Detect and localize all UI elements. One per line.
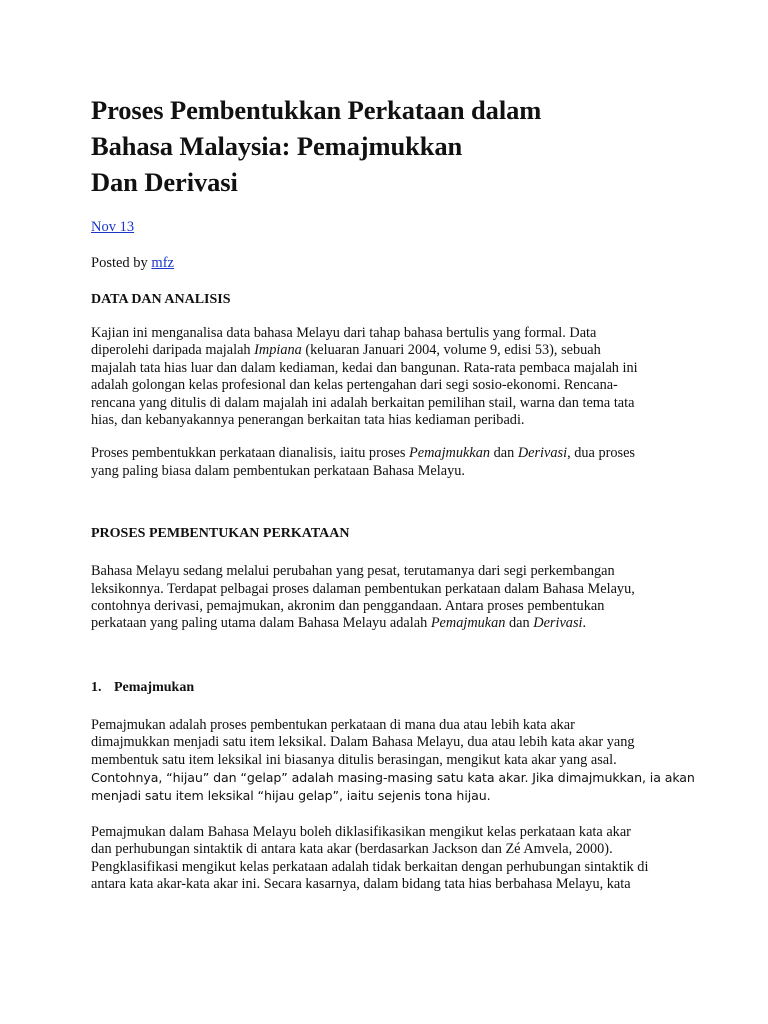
heading-number: 1. [91, 679, 102, 695]
article-title [91, 92, 708, 200]
magazine-name: Impiana [254, 342, 302, 359]
section-heading-data: DATA DAN ANALISIS [91, 292, 231, 307]
posted-by [91, 254, 708, 273]
title-line-3: Dan Derivasi [91, 167, 238, 197]
numbered-heading-pemajmukan [91, 678, 708, 697]
title-line-2: Bahasa Malaysia: Pemajmukkan [91, 131, 463, 161]
post-date [91, 218, 708, 237]
paragraph-data-source: Kajian ini menganalisa data bahasa Melayu dari tahap bahasa bertulis yang formal. Data diperolehi daripada majalah Impiana (keluaran Januari 2004, volume 9, edisi 53), sebuah majalah tata hias luar dan dalam kediaman, kedai dan bangunan. Rata-rata pembaca majalah ini adalah golongan kelas profesional dan kelas pertengahan dari segi sosio-ekonomi. Rencana- rencana yang ditulis di dalam majalah ini adalah berkaitan pemilihan stail, warna dan tema tata hias, dan kebanyakannya penerangan berkaitan tata hias kediaman peribadi. [91, 325, 638, 429]
paragraph-bahasa-melayu: Bahasa Melayu sedang melalui perubahan yang pesat, terutamanya dari segi perkembangan leksikonnya. Terdapat pelbagai proses dalaman pembentukan perkataan dalam Bahasa Melayu, contohnya derivasi, pemajmukan, akronim dan penggandaan. Antara proses pembentukan perkataan yang paling utama dalam Bahasa Melayu adalah Pemajmukan dan Derivasi. [91, 563, 635, 632]
posted-by-label: Posted by [91, 255, 152, 271]
section-heading-proses: PROSES PEMBENTUKAN PERKATAAN [91, 526, 350, 542]
paragraph-pemajmukan-classification: Pemajmukan dalam Bahasa Melayu boleh diklasifikasikan mengikut kelas perkataan kata akar dan perhubungan sintaktik di antara kata akar (berdasarkan Jackson dan Zé Amvela, 2000). Pengklasifikasi mengikut kelas perkataan adalah tidak berkaitan dengan perhubungan sintaktik di antara kata akar-kata akar ini. Secara kasarnya, dalam bidang tata hias berbahasa Melayu, kata [91, 823, 649, 893]
paragraph-processes: Proses pembentukkan perkataan dianalisis, iaitu proses Pemajmukkan dan Derivasi, dua proses yang paling biasa dalam pembentukan perkataan Bahasa Melayu. [91, 445, 635, 479]
heading-label: Pemajmukan [114, 679, 195, 695]
title-line-1: Proses Pembentukkan Perkataan dalam [91, 95, 542, 125]
paragraph-pemajmukan-definition: Pemajmukan adalah proses pembentukan perkataan di mana dua atau lebih kata akar dimajmukkan menjadi satu item leksikal. Dalam Bahasa Melayu, dua atau lebih kata akar yang membentuk satu item leksikal ini biasanya ditulis berasingan, mengikut kata akar yang asal. Contohnya, “hijau” dan “gelap” adalah masing-masing satu kata akar. Jika dimajmukkan, ia akan menjadi satu item leksikal “hijau gelap”, iaitu sejenis tona hijau. [91, 716, 695, 803]
date-link[interactable]: Nov 13 [91, 219, 135, 235]
author-link[interactable]: mfz [151, 255, 174, 271]
